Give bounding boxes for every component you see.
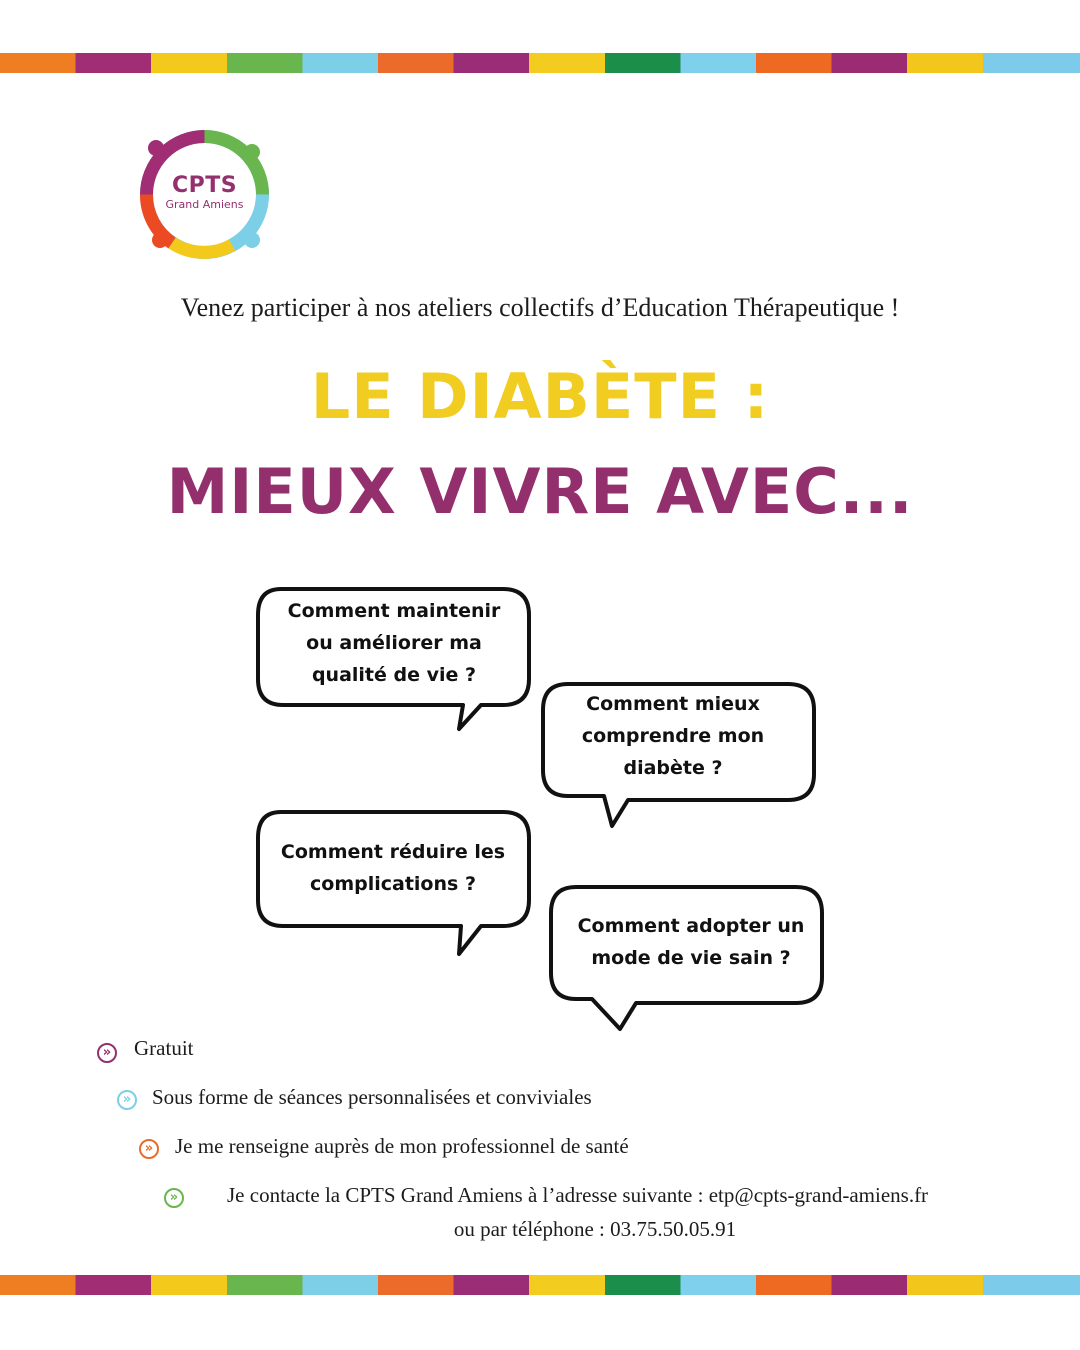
title-line-1: LE DIABÈTE : [310, 360, 770, 433]
bubble-line: complications ? [310, 873, 476, 895]
bubble-line: comprendre mon [581, 725, 765, 747]
double-chevron-icon: » [164, 1188, 184, 1208]
bullet-contact-email: Je contacte la CPTS Grand Amiens à l’adresse suivante : etp@cpts-grand-amiens.fr [227, 1183, 929, 1207]
title-line-2: MIEUX VIVRE AVEC... [166, 455, 914, 528]
bubble-line: ou améliorer ma [306, 632, 482, 654]
cpts-logo [132, 122, 277, 267]
intro-text: Venez participer à nos ateliers collectifs d’Education Thérapeutique ! [180, 293, 900, 322]
bubble-line: mode de vie sain ? [591, 947, 791, 969]
bubble-line: Comment maintenir [287, 600, 501, 622]
bottom-color-stripe [0, 1275, 1080, 1295]
logo-subtitle: Grand Amiens [165, 198, 244, 211]
bubble-line: diabète ? [623, 757, 723, 779]
top-color-stripe [0, 53, 1080, 73]
double-chevron-icon: » [117, 1090, 137, 1110]
bubble-line: qualité de vie ? [311, 664, 477, 686]
bullet-sessions: Sous forme de séances personnalisées et conviviales [152, 1085, 592, 1109]
double-chevron-icon: » [139, 1139, 159, 1159]
bubble-line: Comment adopter un [577, 915, 805, 937]
logo-name: CPTS [171, 173, 238, 198]
double-chevron-icon: » [97, 1043, 117, 1063]
bubble-line: Comment mieux [586, 693, 760, 715]
bullet-free: Gratuit [134, 1036, 194, 1060]
phone-line: ou par téléphone : 03.75.50.05.91 [453, 1217, 737, 1241]
bullet-ask-professional: Je me renseigne auprès de mon professionnel de santé [175, 1134, 629, 1158]
bubble-line: Comment réduire les [280, 841, 506, 863]
